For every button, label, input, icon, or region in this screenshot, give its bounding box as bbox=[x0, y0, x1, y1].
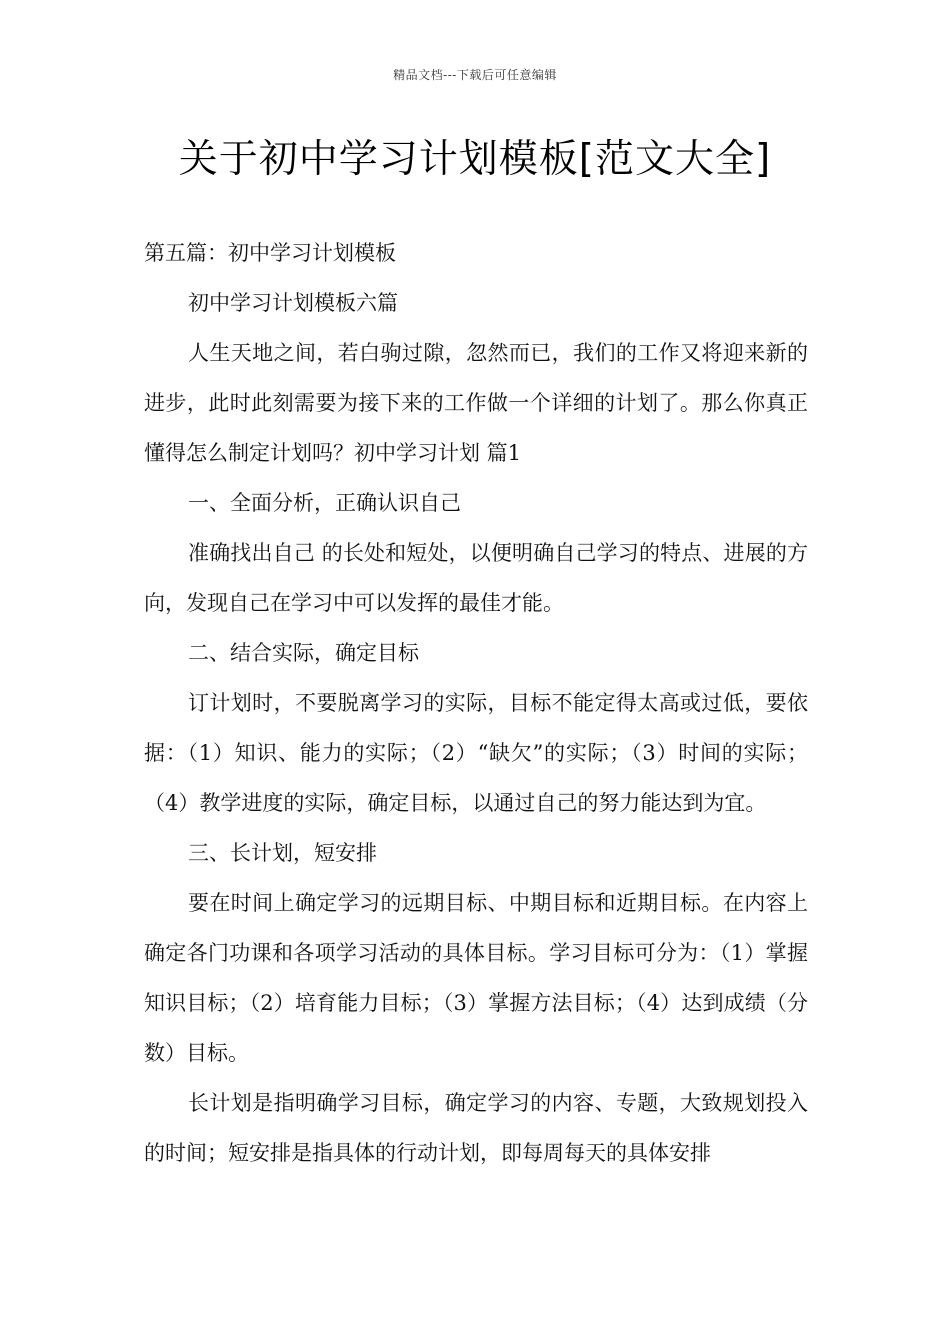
paragraph-heading: 三、长计划，短安排 bbox=[188, 841, 377, 865]
document-body bbox=[144, 228, 808, 1178]
document-title: 关于初中学习计划模板[范文大全] bbox=[178, 137, 772, 182]
header-note: 精品文档---下载后可任意编辑 bbox=[393, 68, 557, 82]
section-heading: 第五篇：初中学习计划模板 bbox=[144, 241, 396, 265]
paragraph: 长计划是指明确学习目标，确定学习的内容、专题，大致规划投入的时间；短安排是指具体的行动计划，即每周每天的具体安排 bbox=[144, 1091, 808, 1165]
paragraph-heading: 二、结合实际，确定目标 bbox=[188, 641, 419, 665]
paragraph: 订计划时，不要脱离学习的实际，目标不能定得太高或过低，要依据：（1）知识、能力的实际；（2）“缺欠”的实际；（3）时间的实际；（4）教学进度的实际，确定目标，以通过自己的努力能达到为宜。 bbox=[144, 691, 808, 815]
paragraph: 人生天地之间，若白驹过隙，忽然而已，我们的工作又将迎来新的进步，此时此刻需要为接下来的工作做一个详细的计划了。那么你真正懂得怎么制定计划吗？初中学习计划 篇1 bbox=[144, 341, 808, 465]
paragraph: 准确找出自己 的长处和短处，以便明确自己学习的特点、进展的方向，发现自己在学习中可以发挥的最佳才能。 bbox=[144, 541, 808, 615]
paragraph-heading: 一、全面分析，正确认识自己 bbox=[188, 491, 461, 515]
paragraph: 要在时间上确定学习的远期目标、中期目标和近期目标。在内容上确定各门功课和各项学习活动的具体目标。学习目标可分为：（1）掌握知识目标；（2）培育能力目标；（3）掌握方法目标；（4）达到成绩（分数）目标。 bbox=[144, 891, 808, 1065]
subheading: 初中学习计划模板六篇 bbox=[188, 291, 398, 315]
